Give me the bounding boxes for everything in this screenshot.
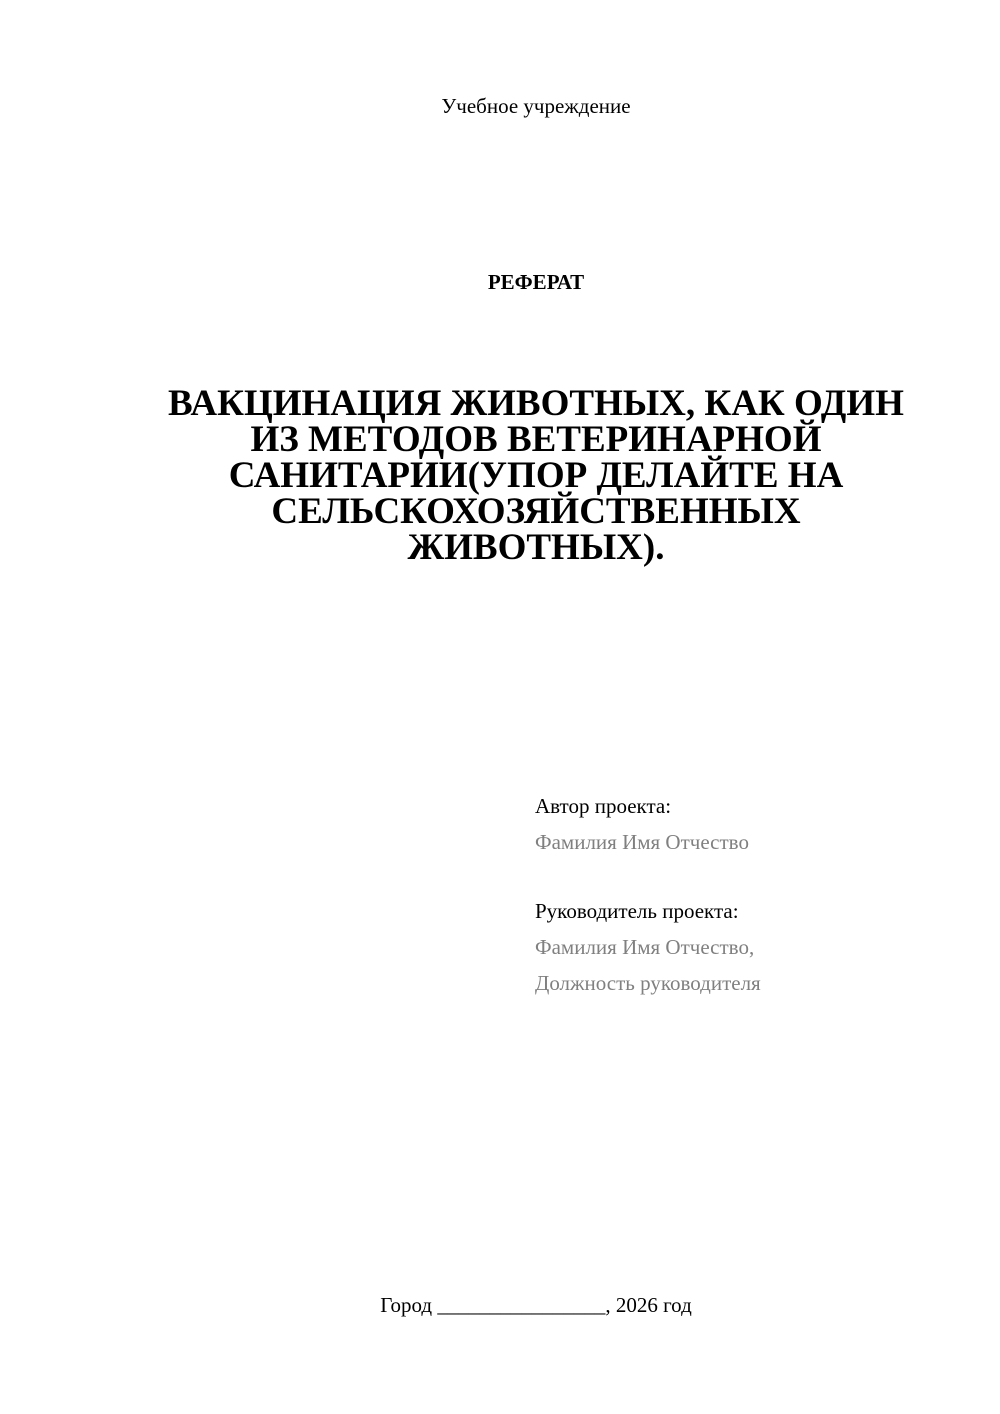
author-name: Фамилия Имя Отчество [535,830,749,854]
supervisor-name: Фамилия Имя Отчество, [535,935,755,959]
credits-spacer [535,860,975,893]
document-title [140,383,932,568]
supervisor-label: Руководитель проекта: [535,899,739,923]
credits-block [535,788,975,1001]
author-label: Автор проекта: [535,794,672,818]
city-year-line: Город ________________, 2026 год [380,1293,692,1317]
institution-name: Учебное учреждение [441,94,631,118]
title-line: ЖИВОТНЫХ). [407,527,665,568]
supervisor-position: Должность руководителя [535,971,761,995]
document-type: РЕФЕРАТ [487,270,585,294]
title-line: ИЗ МЕТОДОВ ВЕТЕРИНАРНОЙ [250,419,822,460]
title-line: СЕЛЬСКОХОЗЯЙСТВЕННЫХ [271,491,801,532]
title-line: САНИТАРИИ(УПОР ДЕЛАЙТЕ НА [228,455,844,496]
title-line: ВАКЦИНАЦИЯ ЖИВОТНЫХ, КАК ОДИН [168,383,904,424]
